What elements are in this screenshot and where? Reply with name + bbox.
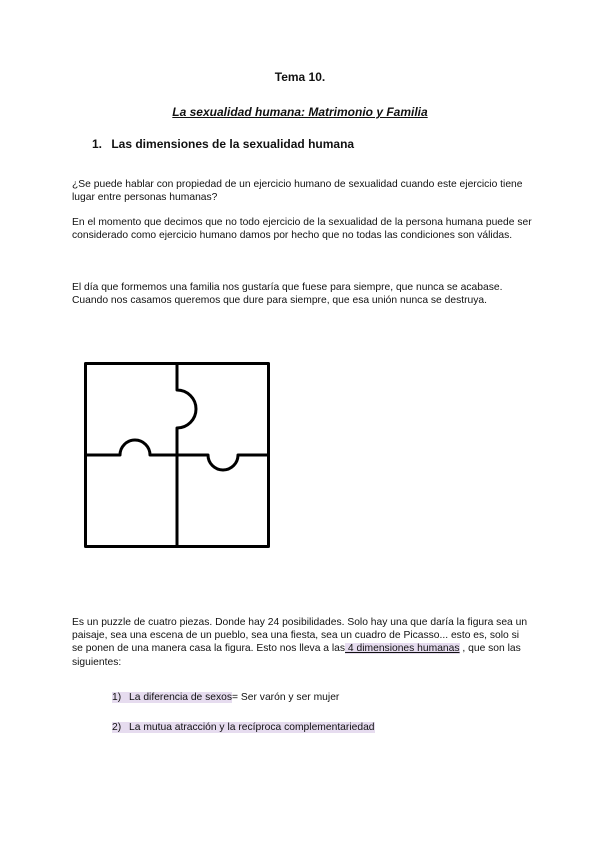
paragraph-1: ¿Se puede hablar con propiedad de un ejercicio humano de sexualidad cuando este ejercicio tiene lugar entre personas humanas?: [72, 179, 523, 204]
section-heading: [92, 137, 354, 151]
document-subtitle: La sexualidad humana: Matrimonio y Familia: [172, 105, 428, 119]
paragraph-4: [72, 616, 532, 669]
list-item: [112, 692, 339, 703]
list-item-number: 2): [112, 722, 129, 733]
puzzle-figure: [84, 362, 270, 553]
section-heading-text: Las dimensiones de la sexualidad humana: [111, 137, 355, 151]
paragraph-2: En el momento que decimos que no todo ejercicio de la sexualidad de la persona humana puede ser considerado como ejercicio humano damos por hecho que no todas las condiciones son válidas.: [72, 217, 532, 242]
paragraph-4-tail: , que son las siguientes:: [72, 643, 521, 668]
list-item-number: 1): [112, 692, 129, 703]
list-item-highlight: La mutua atracción y la recíproca complementariedad: [129, 722, 375, 733]
jigsaw-puzzle-icon: [84, 362, 270, 548]
section-number: 1.: [92, 137, 103, 151]
document-title: Tema 10.: [274, 70, 326, 84]
highlighted-phrase: 4 dimensiones humanas: [345, 643, 460, 655]
paragraph-4-text: Es un puzzle de cuatro piezas. Donde hay 24 posibilidades. Solo hay una que daría la figura sea un paisaje, sea una escena de un pueblo, sea una fiesta, sea un cuadro de Picasso... esto es, solo si se ponen de una manera casa la figura. Esto nos lleva a las: [72, 617, 528, 655]
list-item-highlight: La diferencia de sexos: [129, 692, 233, 703]
list-item-rest: = Ser varón y ser mujer: [232, 692, 340, 703]
list-item: [112, 722, 375, 733]
paragraph-3: El día que formemos una familia nos gustaría que fuese para siempre, que nunca se acabase. Cuando nos casamos queremos que dure para siempre, que esa unión nunca se destruya.: [72, 282, 503, 307]
